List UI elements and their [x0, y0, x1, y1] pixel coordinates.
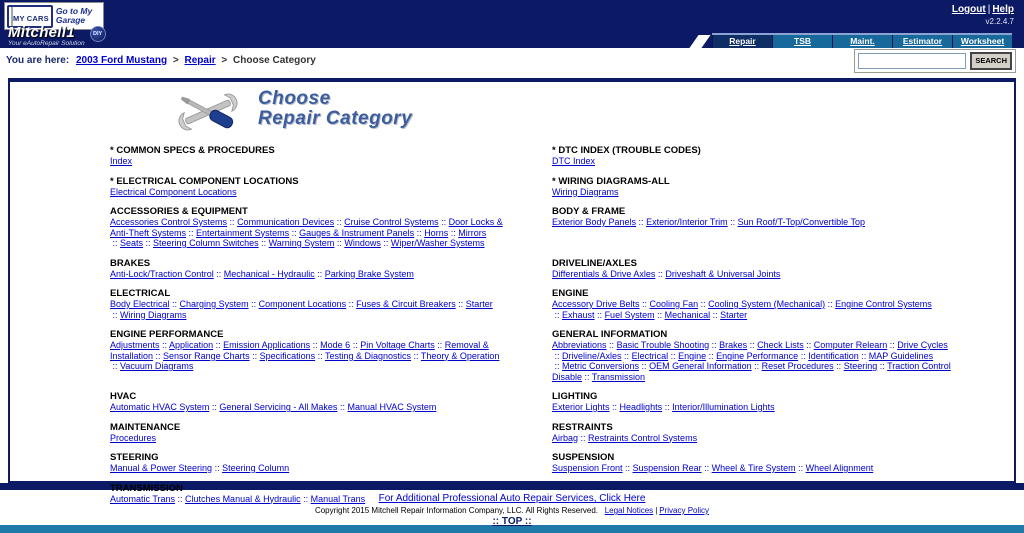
category-link[interactable]: Cooling System (Mechanical)	[708, 299, 826, 309]
category-links	[552, 299, 954, 320]
category-row	[110, 422, 1014, 444]
session-links	[952, 4, 1014, 15]
category-section	[552, 391, 954, 413]
repair-tools-icon	[172, 89, 244, 135]
category-link[interactable]: Transmission	[591, 371, 646, 382]
category-section	[552, 452, 954, 474]
category-section	[110, 206, 512, 249]
link-separator: ::	[249, 350, 260, 361]
link-separator: ::	[668, 350, 679, 361]
link-separator: ::	[434, 340, 445, 350]
category-link[interactable]: Steering Column Switches	[153, 238, 259, 248]
category-links	[110, 187, 512, 198]
category-row	[110, 391, 1014, 413]
category-heading: * DTC INDEX (TROUBLE CODES)	[552, 145, 701, 156]
category-link[interactable]: Emission Applications	[223, 340, 311, 350]
link-separator: ::	[248, 299, 259, 309]
link-separator: ::	[639, 299, 650, 309]
category-link[interactable]: Wheel & Tire System	[711, 463, 796, 473]
category-link[interactable]: Restraints Control Systems	[588, 432, 698, 443]
link-separator: ::	[209, 402, 220, 412]
brand-logo	[8, 25, 106, 47]
category-link[interactable]: Headlights	[619, 402, 663, 412]
link-separator: ::	[153, 350, 164, 361]
link-separator: ::	[662, 402, 673, 412]
category-heading: ENGINE PERFORMANCE	[110, 329, 224, 340]
category-link[interactable]: Starter	[720, 309, 748, 320]
link-separator: ::	[698, 299, 709, 309]
category-link[interactable]: Suspension Front	[552, 463, 623, 473]
category-link[interactable]: MAP Guidelines	[868, 350, 934, 361]
category-row	[110, 176, 1014, 198]
my-cars-label: MY CARS	[13, 13, 49, 23]
link-separator: ::	[710, 309, 721, 320]
link-separator: ::	[159, 340, 170, 350]
category-section	[110, 452, 512, 474]
category-section	[552, 176, 954, 198]
category-link[interactable]: Pin Voltage Charts	[360, 340, 435, 350]
link-separator: ::	[636, 217, 647, 227]
category-link[interactable]: Differentials & Drive Axles	[552, 268, 656, 279]
copyright-text: Copyright 2015 Mitchell Repair Information Company, LLC. All Rights Reserved.	[314, 506, 599, 515]
category-heading: MAINTENANCE	[110, 421, 181, 433]
tab-slash-decoration	[689, 35, 710, 48]
category-link[interactable]: Automatic Trans	[110, 493, 176, 504]
category-heading: ENGINE	[552, 288, 589, 299]
search-box	[854, 49, 1016, 73]
category-link[interactable]: Testing & Diagnostics	[324, 350, 412, 361]
category-heading: ELECTRICAL	[110, 288, 171, 299]
category-link[interactable]: Gauges & Instrument Panels	[299, 227, 415, 238]
category-links	[110, 269, 512, 280]
category-section	[552, 329, 954, 382]
category-link[interactable]: Engine Control Systems	[835, 299, 932, 309]
breadcrumb-strip	[0, 48, 1024, 74]
link-separator: ::	[706, 350, 717, 361]
link-separator: ::	[334, 217, 345, 227]
back-to-top-link[interactable]: :: TOP ::	[492, 516, 532, 527]
category-links	[110, 433, 512, 444]
link-separator: ::	[350, 340, 361, 350]
category-links	[552, 269, 954, 280]
category-links	[110, 402, 512, 413]
link-separator: ::	[310, 340, 321, 350]
category-link[interactable]: Check Lists	[757, 340, 804, 350]
category-heading: DRIVELINE/AXLES	[552, 257, 637, 269]
link-separator: ::	[414, 227, 425, 238]
additional-services-link[interactable]: For Additional Professional Auto Repair Services, Click Here	[378, 493, 646, 504]
link-separator: ::	[110, 361, 121, 371]
brand-tagline: Your eAutoRepair Solution	[8, 40, 85, 47]
link-separator: ::	[227, 217, 238, 227]
breadcrumb-prefix: You are here:	[6, 55, 70, 66]
link-separator: ::	[594, 309, 605, 320]
tab-maint[interactable]: Maint.	[832, 35, 892, 48]
category-link[interactable]: Reset Procedures	[761, 361, 834, 371]
link-separator: ::	[258, 238, 269, 248]
tab-tsb[interactable]: TSB	[772, 35, 832, 48]
link-divider: |	[987, 4, 991, 15]
category-links	[552, 340, 954, 382]
category-section	[552, 145, 954, 167]
link-separator: ::	[654, 309, 665, 320]
category-link[interactable]: Wiper/Washer Systems	[390, 238, 485, 248]
category-heading: LIGHTING	[552, 391, 598, 402]
link-separator: ::	[169, 299, 180, 309]
category-links	[552, 402, 954, 413]
category-heading: HVAC	[110, 391, 137, 402]
category-link[interactable]: Procedures	[110, 432, 157, 443]
category-link[interactable]: Fuses & Circuit Breakers	[356, 299, 456, 309]
category-row	[110, 288, 1014, 320]
category-link[interactable]: Mechanical	[664, 309, 711, 320]
breadcrumb-separator: >	[172, 55, 179, 66]
category-link[interactable]: DTC Index	[552, 156, 596, 166]
link-separator: ::	[552, 361, 563, 371]
category-section	[110, 258, 512, 280]
category-heading: SUSPENSION	[552, 452, 615, 463]
search-input[interactable]	[858, 53, 966, 69]
category-link[interactable]: Mirrors	[458, 227, 487, 238]
category-link[interactable]: Specifications	[259, 350, 316, 361]
category-link[interactable]: Driveshaft & Universal Joints	[665, 268, 781, 279]
category-section	[110, 176, 512, 198]
link-separator: ::	[609, 402, 620, 412]
link-separator: ::	[877, 361, 888, 371]
link-separator: ::	[334, 238, 345, 248]
category-link[interactable]: Drive Cycles	[897, 340, 948, 350]
category-heading: ACCESSORIES & EQUIPMENT	[110, 206, 248, 217]
category-link[interactable]: Steering	[843, 361, 878, 371]
tab-estimator[interactable]: Estimator	[892, 35, 952, 48]
category-link[interactable]: Computer Relearn	[813, 340, 888, 350]
category-links	[110, 299, 512, 320]
category-link[interactable]: Sensor Range Charts	[163, 350, 250, 361]
category-link[interactable]: Communication Devices	[237, 217, 335, 227]
category-link[interactable]: Wiring Diagrams	[120, 309, 187, 320]
category-links	[110, 217, 512, 249]
link-separator: ::	[582, 371, 592, 382]
category-link[interactable]: Fuel System	[604, 309, 655, 320]
category-link[interactable]: Accessory Drive Belts	[552, 299, 640, 309]
category-links	[110, 463, 512, 474]
link-separator: ::	[552, 309, 563, 320]
category-link[interactable]: Door Locks & Anti-Theft Systems	[110, 217, 503, 238]
category-links	[552, 433, 954, 444]
category-link[interactable]: Cooling Fan	[649, 299, 699, 309]
link-separator: ::	[701, 463, 712, 473]
category-link[interactable]: Anti-Lock/Traction Control	[110, 268, 214, 279]
legal-notices-link[interactable]: Legal Notices	[604, 506, 654, 515]
category-link[interactable]: Seats	[120, 238, 144, 248]
link-separator: ::	[448, 227, 459, 238]
brand-globe-icon: DIY	[90, 26, 106, 42]
category-link[interactable]: Steering Column	[222, 463, 290, 473]
version-label: v2.2.4.7	[985, 17, 1014, 26]
link-separator: ::	[346, 299, 357, 309]
category-link[interactable]: Sun Roof/T-Top/Convertible Top	[737, 217, 865, 227]
category-link[interactable]: Automatic HVAC System	[110, 402, 210, 412]
category-link[interactable]: Warning System	[268, 238, 335, 248]
category-row	[110, 206, 1014, 249]
link-separator: ::	[655, 268, 666, 279]
category-link[interactable]: Application	[169, 340, 214, 350]
tab-repair[interactable]: Repair	[712, 35, 772, 48]
category-link[interactable]: Exterior Lights	[552, 402, 610, 412]
category-link[interactable]: Vacuum Diagrams	[120, 361, 194, 371]
category-heading: * WIRING DIAGRAMS-ALL	[552, 175, 670, 187]
link-separator: ::	[727, 217, 738, 227]
category-link[interactable]: Wiring Diagrams	[552, 186, 619, 197]
link-separator: ::	[213, 268, 224, 279]
category-link[interactable]: Removal & Installation	[110, 340, 489, 361]
category-link[interactable]: Theory & Operation	[420, 350, 500, 361]
link-separator: ::	[143, 238, 154, 248]
tab-bar	[712, 33, 1012, 48]
category-link[interactable]: OEM General Information	[649, 361, 752, 371]
link-separator: ::	[803, 340, 814, 350]
breadcrumb-link-vehicle[interactable]: 2003 Ford Mustang	[75, 55, 168, 66]
footer-copyright-line	[0, 506, 1024, 515]
help-link[interactable]: Help	[992, 4, 1014, 15]
link-separator: ::	[110, 238, 121, 248]
category-link[interactable]: Engine	[678, 350, 707, 361]
category-heading: RESTRAINTS	[552, 421, 613, 433]
category-link[interactable]: Identification	[808, 350, 859, 361]
category-section	[552, 288, 954, 320]
category-heading: BRAKES	[110, 257, 151, 269]
page-title-block	[172, 89, 1014, 135]
page-title-line2: Repair Category	[258, 108, 413, 129]
category-link[interactable]: Clutches Manual & Hydraulic	[185, 493, 301, 504]
category-link[interactable]: Suspension Rear	[632, 463, 702, 473]
category-link[interactable]: Engine Performance	[716, 350, 799, 361]
category-link[interactable]: Parking Brake System	[324, 268, 414, 279]
category-link[interactable]: Metric Conversions	[562, 361, 640, 371]
category-link[interactable]: Accessories Control Systems	[110, 217, 228, 227]
category-links	[552, 187, 954, 198]
category-link[interactable]: Adjustments	[110, 340, 160, 350]
category-link[interactable]: Driveline/Axles	[562, 350, 622, 361]
link-separator: ::	[887, 340, 898, 350]
category-link[interactable]: Traction Control Disable	[552, 361, 951, 382]
link-separator: ::	[798, 350, 809, 361]
category-link[interactable]: Interior/Illumination Lights	[672, 402, 775, 412]
category-heading: * COMMON SPECS & PROCEDURES	[110, 145, 275, 156]
category-heading: TRANSMISSION	[110, 482, 183, 494]
brand-name: Mitchell1	[8, 24, 75, 41]
breadcrumb-separator: >	[221, 55, 228, 66]
category-link[interactable]: Exterior/Interior Trim	[646, 217, 728, 227]
category-links	[552, 217, 954, 228]
category-link[interactable]: Windows	[344, 238, 381, 248]
category-link[interactable]: Starter	[465, 299, 493, 309]
breadcrumb-current: Choose Category	[233, 55, 316, 66]
category-link[interactable]: Manual Trans	[310, 493, 366, 504]
category-links	[110, 156, 512, 167]
category-section	[110, 422, 512, 444]
breadcrumb-link-repair[interactable]: Repair	[184, 55, 216, 66]
category-section	[110, 329, 512, 382]
link-separator: ::	[337, 402, 348, 412]
category-link[interactable]: Mode 6	[320, 340, 351, 350]
link-separator: ::	[175, 493, 186, 504]
category-link[interactable]: Abbreviations	[552, 340, 607, 350]
category-links	[552, 156, 954, 167]
link-separator: ::	[314, 268, 325, 279]
category-row	[110, 452, 1014, 474]
category-link[interactable]: Electrical	[631, 350, 669, 361]
link-separator: ::	[621, 350, 632, 361]
category-section	[110, 391, 512, 413]
go-to-my-garage-link[interactable]: Go to My Garage	[55, 6, 93, 25]
link-separator: ::	[639, 361, 650, 371]
category-link[interactable]: Electrical Component Locations	[110, 186, 237, 197]
link-separator: ::	[747, 340, 758, 350]
link-separator: ::	[438, 217, 449, 227]
category-heading: STEERING	[110, 452, 159, 463]
tab-worksheet[interactable]: Worksheet	[952, 35, 1012, 48]
link-separator: ::	[751, 361, 762, 371]
link-separator: ::	[380, 238, 391, 248]
category-section	[552, 258, 954, 280]
category-link[interactable]: Exterior Body Panels	[552, 217, 637, 227]
category-rows	[110, 145, 1014, 504]
link-separator: ::	[795, 463, 806, 473]
category-link[interactable]: Index	[110, 156, 133, 166]
category-heading: BODY & FRAME	[552, 206, 626, 217]
logout-link[interactable]: Logout	[951, 4, 986, 15]
category-link[interactable]: Brakes	[719, 340, 748, 350]
category-heading: GENERAL INFORMATION	[552, 329, 668, 340]
category-section	[110, 145, 512, 167]
category-link[interactable]: Charging System	[179, 299, 249, 309]
link-separator: ::	[825, 299, 836, 309]
link-separator: ::	[411, 350, 421, 361]
category-link[interactable]: Wheel Alignment	[805, 463, 874, 473]
search-button[interactable]: SEARCH	[970, 52, 1012, 70]
privacy-policy-link[interactable]: Privacy Policy	[659, 506, 710, 515]
link-divider: |	[655, 506, 658, 515]
category-row	[110, 145, 1014, 167]
page-title-line1: Choose	[258, 88, 331, 109]
category-section	[110, 288, 512, 320]
category-link[interactable]: Exhaust	[562, 309, 595, 320]
header-bar	[0, 0, 1024, 48]
category-link[interactable]: Basic Trouble Shooting	[616, 340, 710, 350]
link-separator: ::	[833, 361, 844, 371]
link-separator: ::	[213, 340, 224, 350]
category-row	[110, 329, 1014, 382]
category-section	[552, 206, 954, 249]
link-separator: ::	[186, 227, 197, 238]
category-link[interactable]: General Servicing - All Makes	[219, 402, 338, 412]
category-link[interactable]: Mechanical - Hydraulic	[223, 268, 315, 279]
link-separator: ::	[858, 350, 869, 361]
category-row	[110, 258, 1014, 280]
category-section	[552, 422, 954, 444]
link-separator: ::	[552, 350, 563, 361]
category-link[interactable]: Cruise Control Systems	[344, 217, 439, 227]
category-link[interactable]: Horns	[424, 227, 449, 238]
page-title	[258, 89, 412, 129]
category-link[interactable]: Airbag	[552, 432, 579, 443]
link-separator: ::	[709, 340, 720, 350]
category-link[interactable]: Component Locations	[258, 299, 347, 309]
category-link[interactable]: Body Electrical	[110, 299, 170, 309]
link-separator: ::	[300, 493, 311, 504]
link-separator: ::	[110, 309, 121, 320]
link-separator: ::	[289, 227, 300, 238]
category-links	[110, 340, 512, 372]
category-heading: * ELECTRICAL COMPONENT LOCATIONS	[110, 175, 299, 187]
link-separator: ::	[212, 463, 223, 473]
category-link[interactable]: Manual & Power Steering	[110, 463, 213, 473]
category-link[interactable]: Entertainment Systems	[196, 227, 290, 238]
link-separator: ::	[606, 340, 617, 350]
link-separator: ::	[315, 350, 325, 361]
link-separator: ::	[622, 463, 633, 473]
category-links	[552, 463, 954, 474]
link-separator: ::	[578, 432, 589, 443]
link-separator: ::	[455, 299, 466, 309]
category-link[interactable]: Manual HVAC System	[347, 402, 437, 412]
